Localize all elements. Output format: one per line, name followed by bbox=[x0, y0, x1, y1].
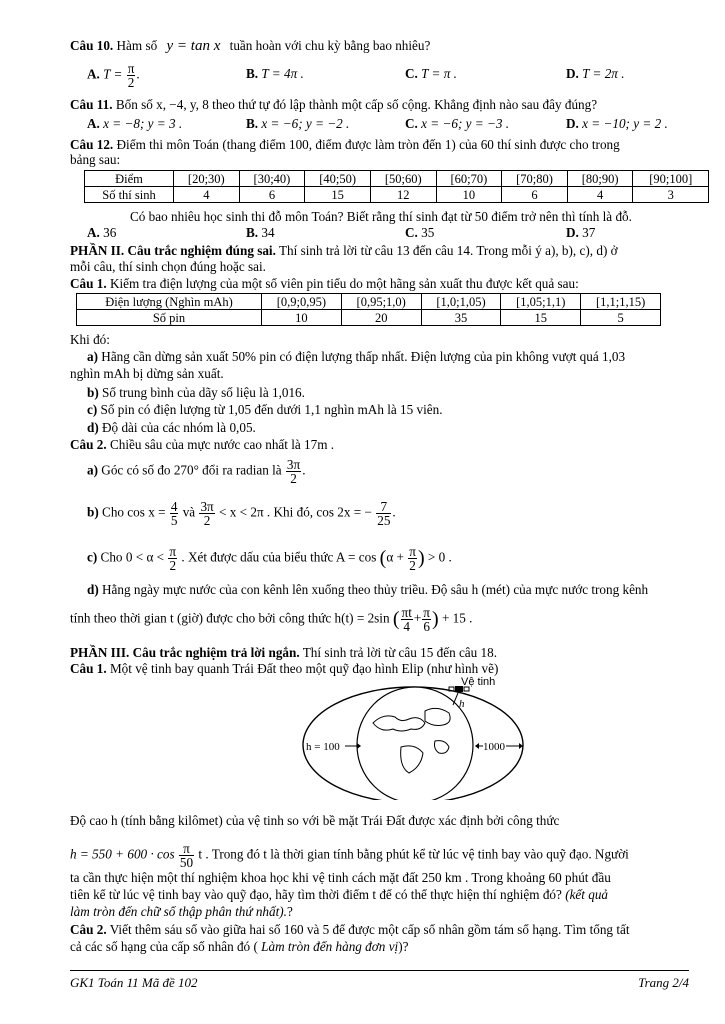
table-cell: [1,0;1,05) bbox=[421, 294, 501, 310]
table-cell: [30;40) bbox=[239, 171, 305, 187]
table-cell: [1,05;1,1) bbox=[501, 294, 581, 310]
q12-stem: Câu 12. Điểm thi môn Toán (thang điểm 100, điểm được làm tròn đến 1) của 60 thí sinh được cho trong bbox=[70, 137, 620, 152]
table-row bbox=[77, 294, 661, 310]
p2q1-battery-table bbox=[76, 293, 661, 326]
satellite-orbit-figure bbox=[295, 675, 545, 800]
right-distance-label: 1000 bbox=[483, 741, 505, 753]
q10-option-b: B. T = 4π . bbox=[246, 66, 304, 81]
q12-question: Có bao nhiêu học sinh thi đỗ môn Toán? Biết rằng thí sinh đạt từ 50 điểm trở nên thì tính là đỗ. bbox=[130, 209, 632, 224]
table-cell: [80;90) bbox=[567, 171, 633, 187]
q10-option-d: D. T = 2π . bbox=[566, 66, 625, 81]
table-cell: 4 bbox=[174, 187, 240, 203]
part3-heading: PHẦN III. Câu trắc nghiệm trả lời ngắn. Thí sinh trả lời từ câu 15 đến câu 18. bbox=[70, 645, 498, 660]
p3q2-line2: cả các số hạng của cấp số nhân đó ( Làm tròn đến hàng đơn vị)? bbox=[70, 939, 409, 954]
p3q1-line4: tiên kể từ lúc vệ tinh bay vào quỹ đạo, hãy tìm thời điểm t để có thể thực hiện thí nghiệm đó? (kết quả bbox=[70, 887, 609, 902]
p3q1-stem: Câu 1. Một vệ tinh bay quanh Trái Đất theo một quỹ đạo hình Elip (như hình vẽ) bbox=[70, 661, 499, 676]
q11-option-d: D. x = −10; y = 2 . bbox=[566, 116, 668, 131]
p2q2-stem: Câu 2. Chiều sâu của mực nước cao nhất là 17m . bbox=[70, 437, 335, 452]
table-cell: [90;100] bbox=[633, 171, 709, 187]
q12-option-c: C. 35 bbox=[405, 225, 435, 240]
q12-stem-line2: bảng sau: bbox=[70, 152, 121, 167]
p2q2-d: d) Hằng ngày mực nước của con kênh lên xuống theo thủy triều. Độ sâu h (mét) của mực nước trong kênh bbox=[87, 582, 649, 597]
table-cell: 20 bbox=[341, 310, 421, 326]
table-row bbox=[77, 310, 661, 326]
satellite-label: Vệ tinh bbox=[461, 676, 496, 688]
table-cell: 35 bbox=[421, 310, 501, 326]
q11-option-b: B. x = −6; y = −2 . bbox=[246, 116, 350, 131]
p2q1-khido: Khi đó: bbox=[70, 332, 110, 347]
q11-option-a: A. x = −8; y = 3 . bbox=[87, 116, 183, 131]
table-cell: [60;70) bbox=[436, 171, 502, 187]
p2q1-d: d) Độ dài của các nhóm là 0,05. bbox=[87, 420, 256, 435]
p2q2-c: c) Cho 0 < α < $\frac{\pi}{2}$ . Xét được dấu của biểu thức A = cos (α + $\frac{\pi}{2}$ ) > 0 . bbox=[87, 544, 452, 573]
table-cell: 6 bbox=[502, 187, 568, 203]
q12-option-b: B. 34 bbox=[246, 225, 275, 240]
right-arrow-head bbox=[475, 743, 479, 749]
table-cell: [20;30) bbox=[174, 171, 240, 187]
p2q1-a-line2: nghìn mAh bị dừng sản xuất. bbox=[70, 366, 224, 381]
continent-shape bbox=[425, 708, 450, 725]
p3q1-line1: Độ cao h (tính bằng kilômet) của vệ tinh so với bề mặt Trái Đất được xác định bởi công thức bbox=[70, 813, 560, 828]
part2-heading: PHẦN II. Câu trắc nghiệm đúng sai. Thí sinh trả lời từ câu 13 đến câu 14. Trong mỗi ý a), b), c), d) ở bbox=[70, 243, 618, 258]
left-distance-label: h = 100 bbox=[306, 741, 340, 753]
table-cell: Số pin bbox=[77, 310, 262, 326]
table-row bbox=[85, 187, 709, 203]
table-cell: 3 bbox=[633, 187, 709, 203]
q12-option-d: D. 37 bbox=[566, 225, 596, 240]
table-cell: 4 bbox=[567, 187, 633, 203]
q11-option-c: C. x = −6; y = −3 . bbox=[405, 116, 510, 131]
p2q1-a: a) Hãng cần dừng sản xuất 50% pin có điện lượng thấp nhất. Điện lượng của pin không vượt quá 1,03 bbox=[87, 349, 626, 364]
q10-option-a: A. T = $\frac{\pi}{2}$ . bbox=[87, 61, 140, 90]
table-cell: 6 bbox=[239, 187, 305, 203]
q11-stem: Câu 11. Bốn số x, −4, y, 8 theo thứ tự đó lập thành một cấp số cộng. Khẳng định nào sau đây đúng? bbox=[70, 97, 598, 112]
table-cell: 12 bbox=[370, 187, 436, 203]
table-cell: [70;80) bbox=[502, 171, 568, 187]
table-cell: 5 bbox=[581, 310, 661, 326]
page-footer bbox=[70, 970, 689, 991]
q10-stem: Câu 10. Hàm số y = tan x tuần hoàn với chu kỳ bằng bao nhiêu? bbox=[70, 38, 431, 54]
table-cell: Điểm bbox=[85, 171, 174, 187]
q10-option-c: C. T = π . bbox=[405, 66, 457, 81]
table-cell: [0,9;0,95) bbox=[262, 294, 342, 310]
table-cell: Điện lượng (Nghìn mAh) bbox=[77, 294, 262, 310]
table-cell: 15 bbox=[305, 187, 371, 203]
p2q2-d-line2: tính theo thời gian t (giờ) được cho bởi công thức h(t) = 2sin ( $\frac{\pi t}{4}$ + $\frac{\pi}{6}$ ) + 15 . bbox=[70, 605, 473, 634]
table-cell: 15 bbox=[501, 310, 581, 326]
table-cell: Số thí sinh bbox=[85, 187, 174, 203]
footer-page-number: Trang 2/4 bbox=[638, 975, 689, 990]
q12-score-table bbox=[84, 170, 709, 203]
table-cell: 10 bbox=[262, 310, 342, 326]
table-cell: 10 bbox=[436, 187, 502, 203]
p2q2-b: b) Cho cos x = $\frac{4}{5}$ và $\frac{3\pi}{2}$ < x < 2π . Khi đó, cos 2x = − $\frac{7}{25}$ . bbox=[87, 499, 396, 528]
earth-circle bbox=[357, 687, 473, 800]
q12-option-a: A. 36 bbox=[87, 225, 117, 240]
h-label: h bbox=[459, 698, 465, 710]
p2q1-stem: Câu 1. Kiểm tra điện lượng của một số viên pin tiểu do một hãng sản xuất thu được kết quả sau: bbox=[70, 276, 579, 291]
p2q2-a: a) Góc có số đo 270° đổi ra radian là $\frac{3\pi}{2}$ . bbox=[87, 457, 306, 486]
p3q1-line3: ta cần thực hiện một thí nghiệm khoa học khi vệ tinh cách mặt đất 250 km . Trong khoảng 60 phút đầu bbox=[70, 870, 611, 885]
p3q2-line1: Câu 2. Viết thêm sáu số vào giữa hai số 160 và 5 để được một cấp số nhân gồm tám số hạng. Tìm tổng tất bbox=[70, 922, 630, 937]
part2-intro-line2: mỗi câu, thí sinh chọn đúng hoặc sai. bbox=[70, 259, 266, 274]
p3q1-line5: làm tròn đến chữ số thập phân thứ nhất).? bbox=[70, 904, 293, 919]
footer-exam-code: GK1 Toán 11 Mã đề 102 bbox=[70, 975, 198, 990]
p2q1-c: c) Số pin có điện lượng từ 1,05 đến dưới 1,1 nghìn mAh là 15 viên. bbox=[87, 402, 443, 417]
p3q1-line2: h = 550 + 600 · cos $\frac{\pi}{50}$ t . Trong đó t là thời gian tính bằng phút kể từ lúc vệ tinh bay vào quỹ đạo. Người bbox=[70, 841, 629, 870]
p2q1-b: b) Số trung bình của dãy số liệu là 1,016. bbox=[87, 385, 305, 400]
table-cell: [0,95;1,0) bbox=[341, 294, 421, 310]
table-row bbox=[85, 171, 709, 187]
table-cell: [50;60) bbox=[370, 171, 436, 187]
table-cell: [40;50) bbox=[305, 171, 371, 187]
table-cell: [1,1;1,15) bbox=[581, 294, 661, 310]
